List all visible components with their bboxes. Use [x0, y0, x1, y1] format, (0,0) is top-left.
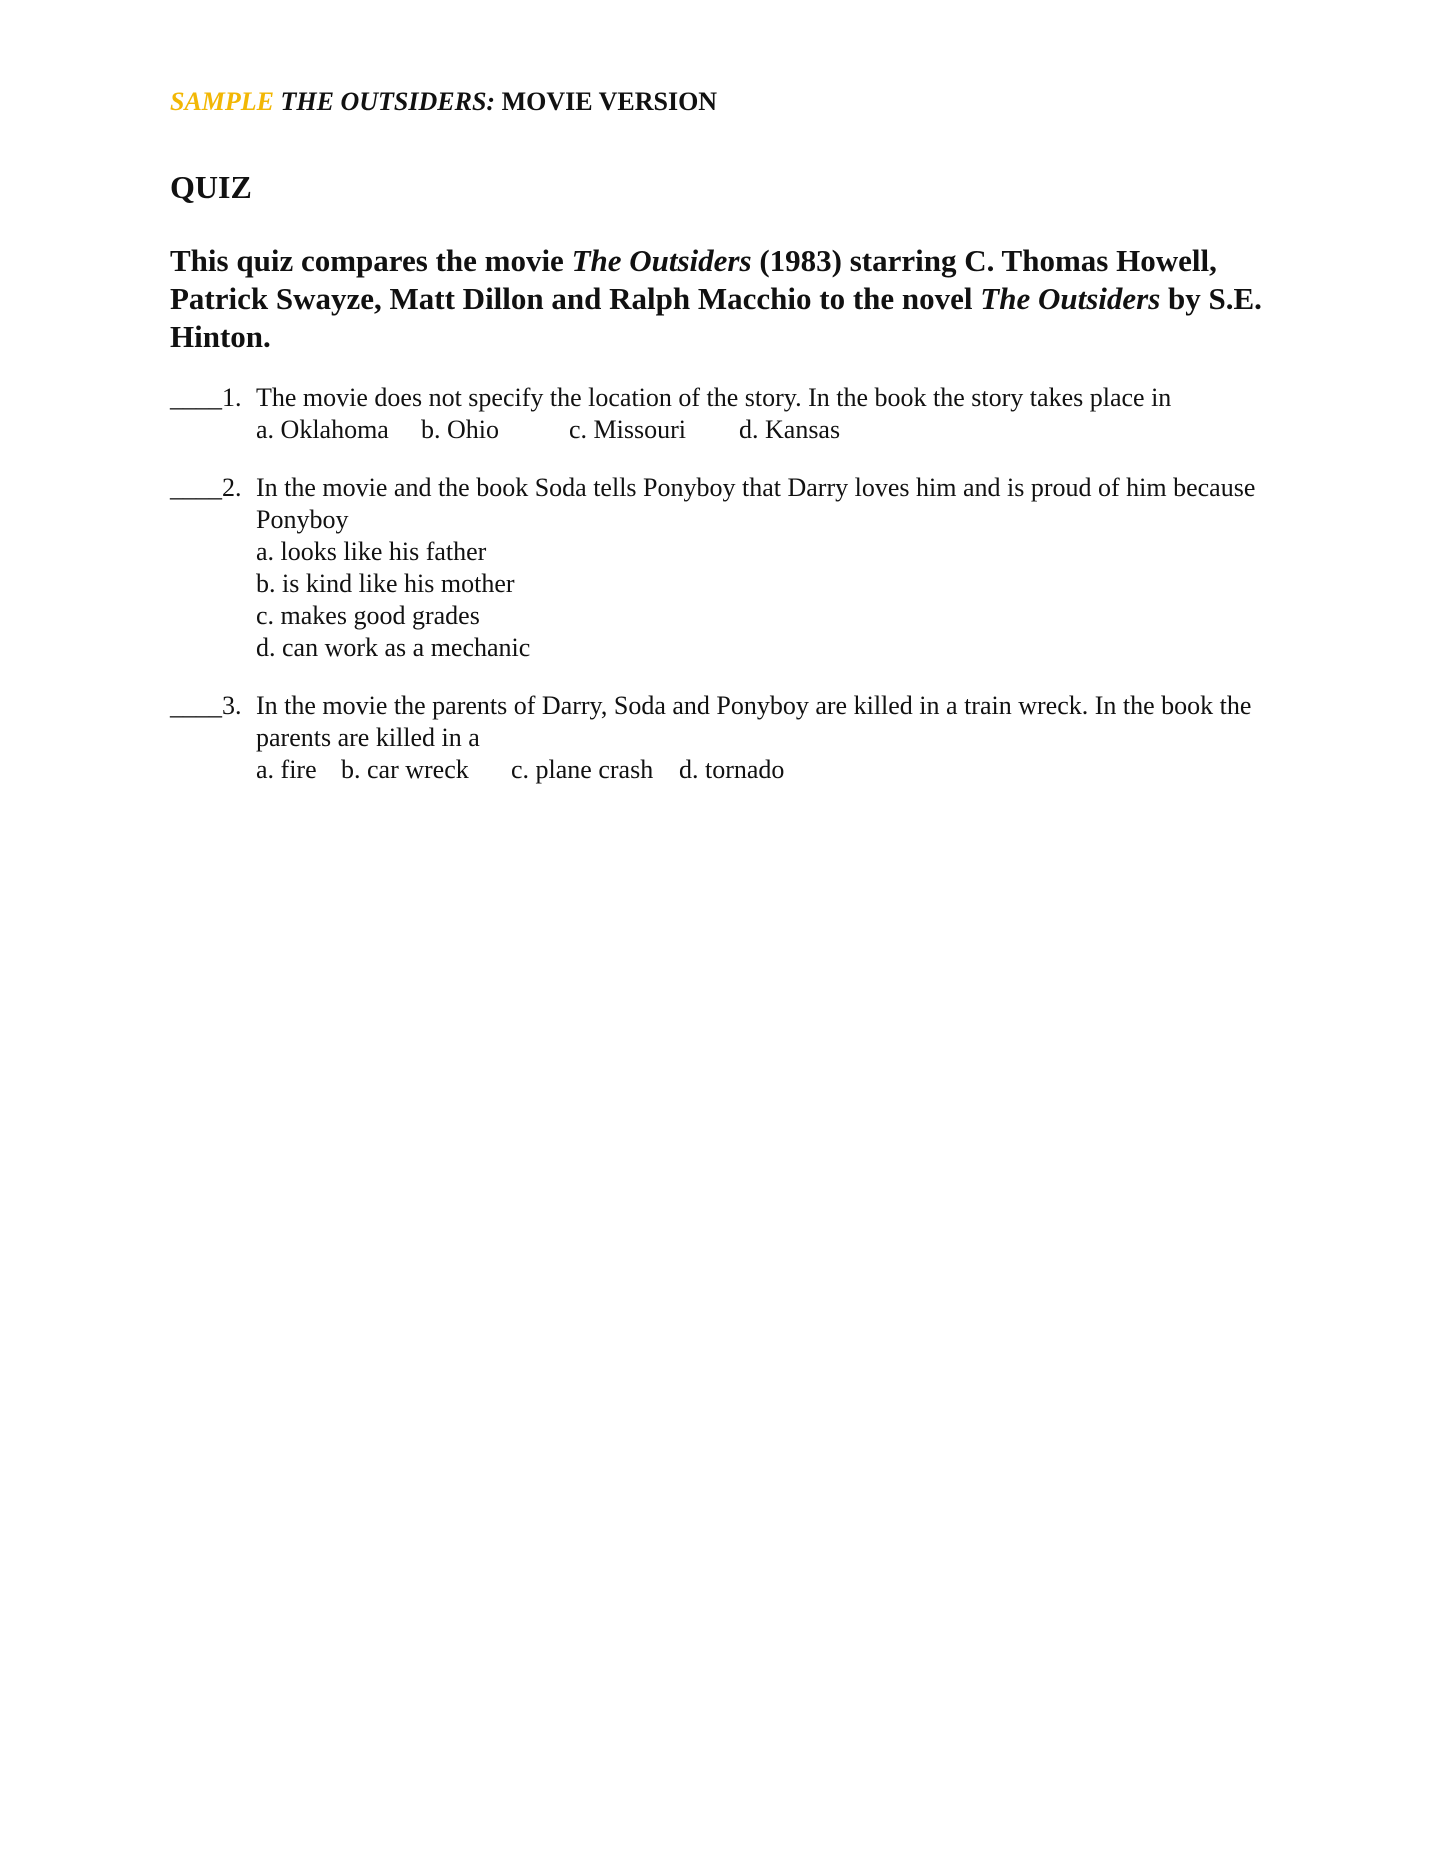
header-subtitle: MOVIE VERSION — [501, 87, 718, 116]
intro-movie-title: The Outsiders — [571, 243, 752, 278]
option-2b: b. is kind like his mother — [256, 569, 515, 598]
option-3c: c. plane crash — [511, 755, 654, 784]
answer-blank-2: ____2. — [170, 473, 242, 502]
question-2-options — [256, 536, 1276, 664]
quiz-intro — [170, 242, 1270, 356]
question-3-text: In the movie the parents of Darry, Soda and Ponyboy are killed in a train wreck. In the book the parents are killed in a — [256, 691, 1252, 752]
question-2-text: In the movie and the book Soda tells Ponyboy that Darry loves him and is proud of him because Ponyboy — [256, 473, 1256, 534]
question-1 — [170, 382, 1290, 446]
intro-text-1: This quiz compares the movie — [170, 243, 572, 278]
answer-blank-3: ____3. — [170, 691, 242, 720]
option-3d: d. tornado — [679, 755, 785, 784]
quiz-heading: QUIZ — [170, 169, 252, 205]
option-1a: a. Oklahoma — [256, 415, 389, 444]
document-page — [170, 86, 1290, 786]
header-book-title: THE OUTSIDERS: — [280, 87, 496, 116]
option-3b: b. car wreck — [341, 755, 469, 784]
intro-text-3: by S.E. Hinton. — [170, 281, 1262, 354]
question-2 — [170, 472, 1290, 664]
option-1b: b. Ohio — [421, 415, 499, 444]
sample-label: SAMPLE — [170, 87, 275, 116]
question-2-body — [256, 472, 1276, 664]
question-1-options — [256, 414, 1276, 446]
answer-blank-1: ____1. — [170, 383, 242, 412]
option-2d: d. can work as a mechanic — [256, 633, 531, 662]
option-3a: a. fire — [256, 755, 317, 784]
option-2a: a. looks like his father — [256, 537, 487, 566]
document-header — [170, 86, 1290, 118]
intro-text-2: (1983) starring C. Thomas Howell, Patrick Swayze, Matt Dillon and Ralph Macchio to the novel — [170, 243, 1217, 316]
question-3 — [170, 690, 1290, 786]
question-1-body — [256, 382, 1276, 446]
option-1d: d. Kansas — [739, 415, 841, 444]
option-1c: c. Missouri — [569, 415, 686, 444]
question-1-text: The movie does not specify the location of the story. In the book the story takes place in — [256, 383, 1172, 412]
option-2c: c. makes good grades — [256, 601, 480, 630]
question-3-body — [256, 690, 1276, 786]
question-3-options — [256, 754, 1276, 786]
intro-novel-title: The Outsiders — [980, 281, 1161, 316]
